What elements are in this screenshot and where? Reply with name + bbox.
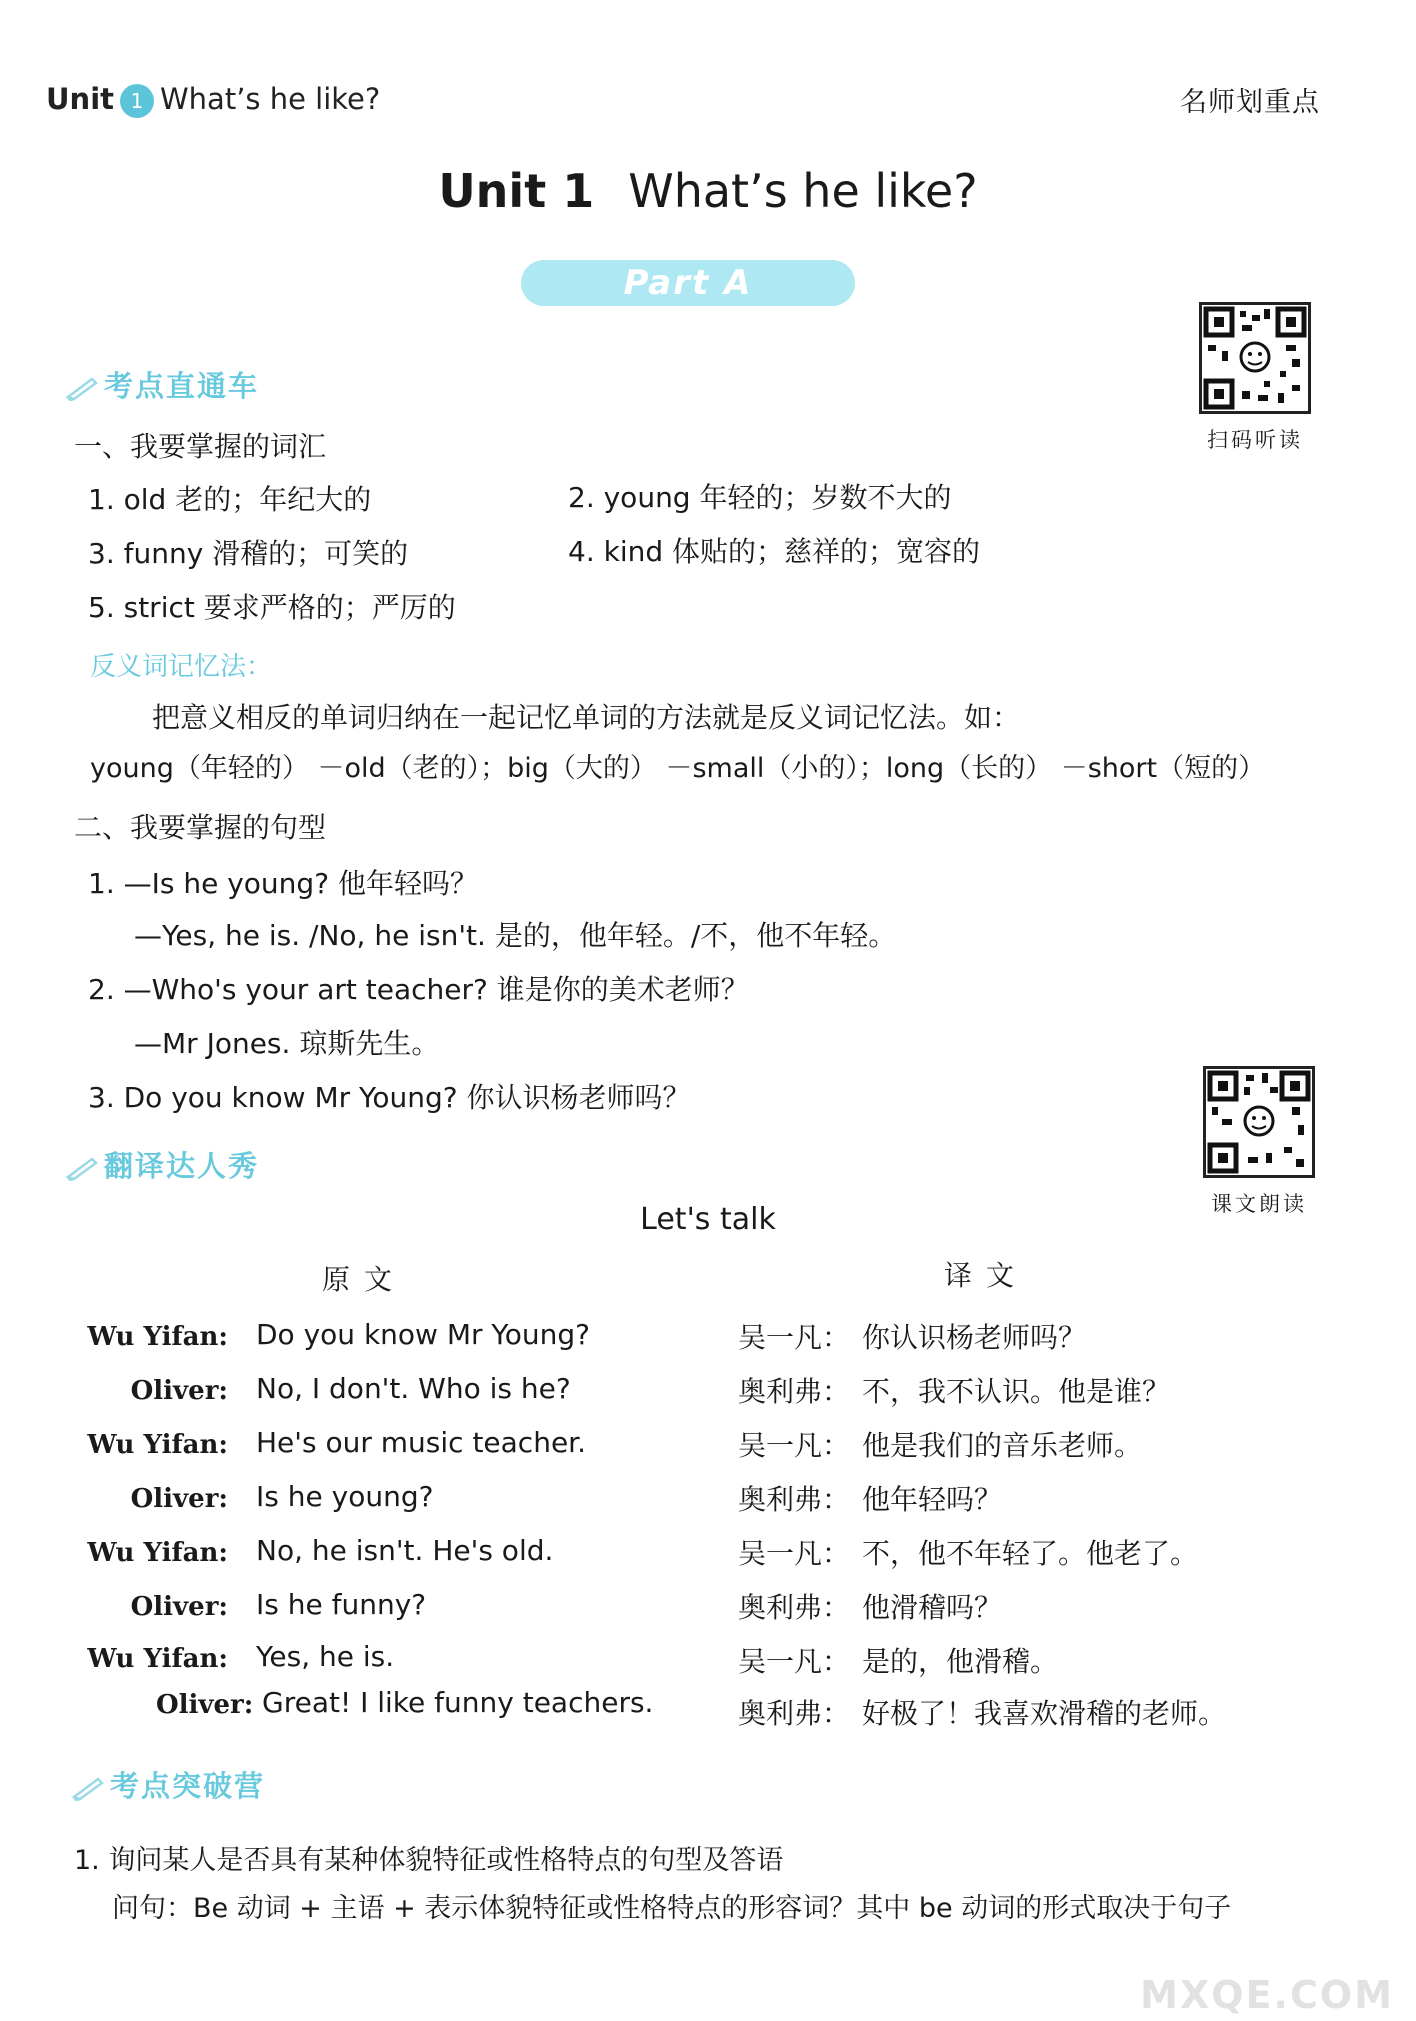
vocab-heading: 一、我要掌握的词汇: [74, 430, 327, 463]
vocab-item: 2. young 年轻的；岁数不大的: [568, 481, 952, 514]
tip-body: 把意义相反的单词归纳在一起记忆单词的方法就是反义词记忆法。如：: [152, 701, 1021, 734]
dialogue-speaker: Wu Yifan:: [87, 1644, 228, 1674]
dialogue-line: Yes, he is.: [256, 1640, 395, 1673]
dialogue-cn-line: 他年轻吗？: [862, 1483, 1003, 1516]
sentence-line: 2. —Who's your art teacher? 谁是你的美术老师？: [88, 973, 749, 1006]
qr-code-listen[interactable]: [1199, 302, 1311, 414]
dialogue-speaker: Oliver:: [130, 1484, 228, 1514]
dialogue-cn-speaker: 奥利弗：: [738, 1375, 851, 1408]
dialogue-line: No, he isn't. He's old.: [256, 1534, 554, 1567]
page-title: [0, 164, 1416, 218]
dialogue-speaker: Wu Yifan:: [87, 1538, 228, 1568]
dialogue-line: Is he young?: [256, 1480, 434, 1513]
dialogue-cn-line: 不，他不年轻了。他老了。: [862, 1537, 1199, 1570]
section-heading-translation-text: 翻译达人秀: [104, 1149, 260, 1183]
part-banner: [521, 260, 855, 306]
sentence-line: 1. —Is he young? 他年轻吗？: [88, 867, 478, 900]
dialogue-cn-line: 他滑稽吗？: [862, 1591, 1003, 1624]
dialogue-cn-line: 他是我们的音乐老师。: [862, 1429, 1143, 1462]
dialogue-cn-line: 好极了！我喜欢滑稽的老师。: [862, 1697, 1227, 1730]
point-detail: 问句：Be 动词 + 主语 + 表示体貌特征或性格特点的形容词？其中 be 动词的形式取决于句子: [112, 1893, 1232, 1924]
talk-title: Let's talk: [640, 1202, 776, 1237]
dialogue-speaker: Oliver:: [130, 1376, 228, 1406]
pen-icon: [66, 1155, 98, 1181]
dialogue-line: Great! I like funny teachers.: [262, 1686, 654, 1719]
dialogue-line: Is he funny?: [256, 1588, 427, 1621]
dialogue-speaker: Wu Yifan:: [87, 1322, 228, 1352]
sentence-heading: 二、我要掌握的句型: [74, 811, 327, 844]
sentence-line: —Yes, he is. /No, he isn't. 是的，他年轻。/不，他不年轻。: [134, 919, 897, 952]
dialogue-cn-speaker: 奥利弗：: [738, 1697, 851, 1730]
column-header-translation: 译文: [944, 1259, 1029, 1292]
qr-caption-text-reading: 课文朗读: [1211, 1192, 1307, 1216]
vocab-item: 1. old 老的；年纪大的: [88, 483, 372, 516]
dialogue-speaker: Oliver:: [130, 1592, 228, 1622]
title-unit: Unit 1: [438, 164, 595, 218]
pen-icon: [66, 375, 98, 401]
dialogue-line: He's our music teacher.: [256, 1426, 587, 1459]
qr-code-text-reading[interactable]: [1203, 1066, 1315, 1178]
header-unit-word: Unit: [46, 82, 114, 116]
header-section-label: 名师划重点: [1180, 87, 1320, 118]
section-heading-breakthrough-text: 考点突破营: [110, 1769, 266, 1803]
title-text: What’s he like?: [628, 164, 978, 218]
header-unit-subtitle: What’s he like?: [160, 82, 381, 116]
section-heading-translation: [66, 1144, 259, 1185]
dialogue-cn-line: 不，我不认识。他是谁？: [862, 1375, 1171, 1408]
dialogue-speaker: Oliver:: [156, 1690, 254, 1720]
sentence-line: 3. Do you know Mr Young? 你认识杨老师吗？: [88, 1081, 691, 1114]
dialogue-cn-speaker: 吴一凡：: [738, 1645, 851, 1678]
section-heading-breakthrough: [72, 1764, 265, 1805]
section-heading-key-points-text: 考点直通车: [104, 369, 260, 403]
dialogue-cn-speaker: 吴一凡：: [738, 1537, 851, 1570]
dialogue-cn-line: 你认识杨老师吗？: [862, 1321, 1087, 1354]
running-header: [46, 82, 380, 118]
qr-code-icon: [1206, 1069, 1312, 1175]
vocab-item: 4. kind 体贴的；慈祥的；宽容的: [568, 535, 981, 568]
dialogue-speaker: Wu Yifan:: [87, 1430, 228, 1460]
sentence-line: —Mr Jones. 琼斯先生。: [134, 1027, 440, 1060]
qr-caption-listen: 扫码听读: [1207, 428, 1303, 452]
tip-title: 反义词记忆法：: [90, 652, 273, 682]
qr-code-icon: [1202, 305, 1308, 411]
part-banner-label: Part A: [623, 263, 753, 303]
vocab-item: 5. strict 要求严格的；严厉的: [88, 591, 456, 624]
section-heading-key-points: [66, 364, 259, 405]
dialogue-cn-line: 是的，他滑稽。: [862, 1645, 1059, 1678]
pen-icon: [72, 1775, 104, 1801]
dialogue-line: No, I don't. Who is he?: [256, 1372, 571, 1405]
watermark: MXQE.COM: [1140, 1973, 1394, 2017]
vocab-item: 3. funny 滑稽的；可笑的: [88, 537, 409, 570]
dialogue-cn-speaker: 奥利弗：: [738, 1591, 851, 1624]
dialogue-cn-speaker: 吴一凡：: [738, 1321, 851, 1354]
point-title: 1. 询问某人是否具有某种体貌特征或性格特点的句型及答语: [74, 1845, 784, 1876]
tip-examples: young（年轻的） －old（老的）；big（大的） －small（小的）；long（长的） －short（短的）: [90, 753, 1266, 784]
dialogue-cn-speaker: 奥利弗：: [738, 1483, 851, 1516]
dialogue-cn-speaker: 吴一凡：: [738, 1429, 851, 1462]
unit-number-badge: 1: [120, 84, 154, 118]
dialogue-line: Do you know Mr Young?: [256, 1318, 591, 1351]
column-header-original: 原文: [322, 1263, 407, 1296]
